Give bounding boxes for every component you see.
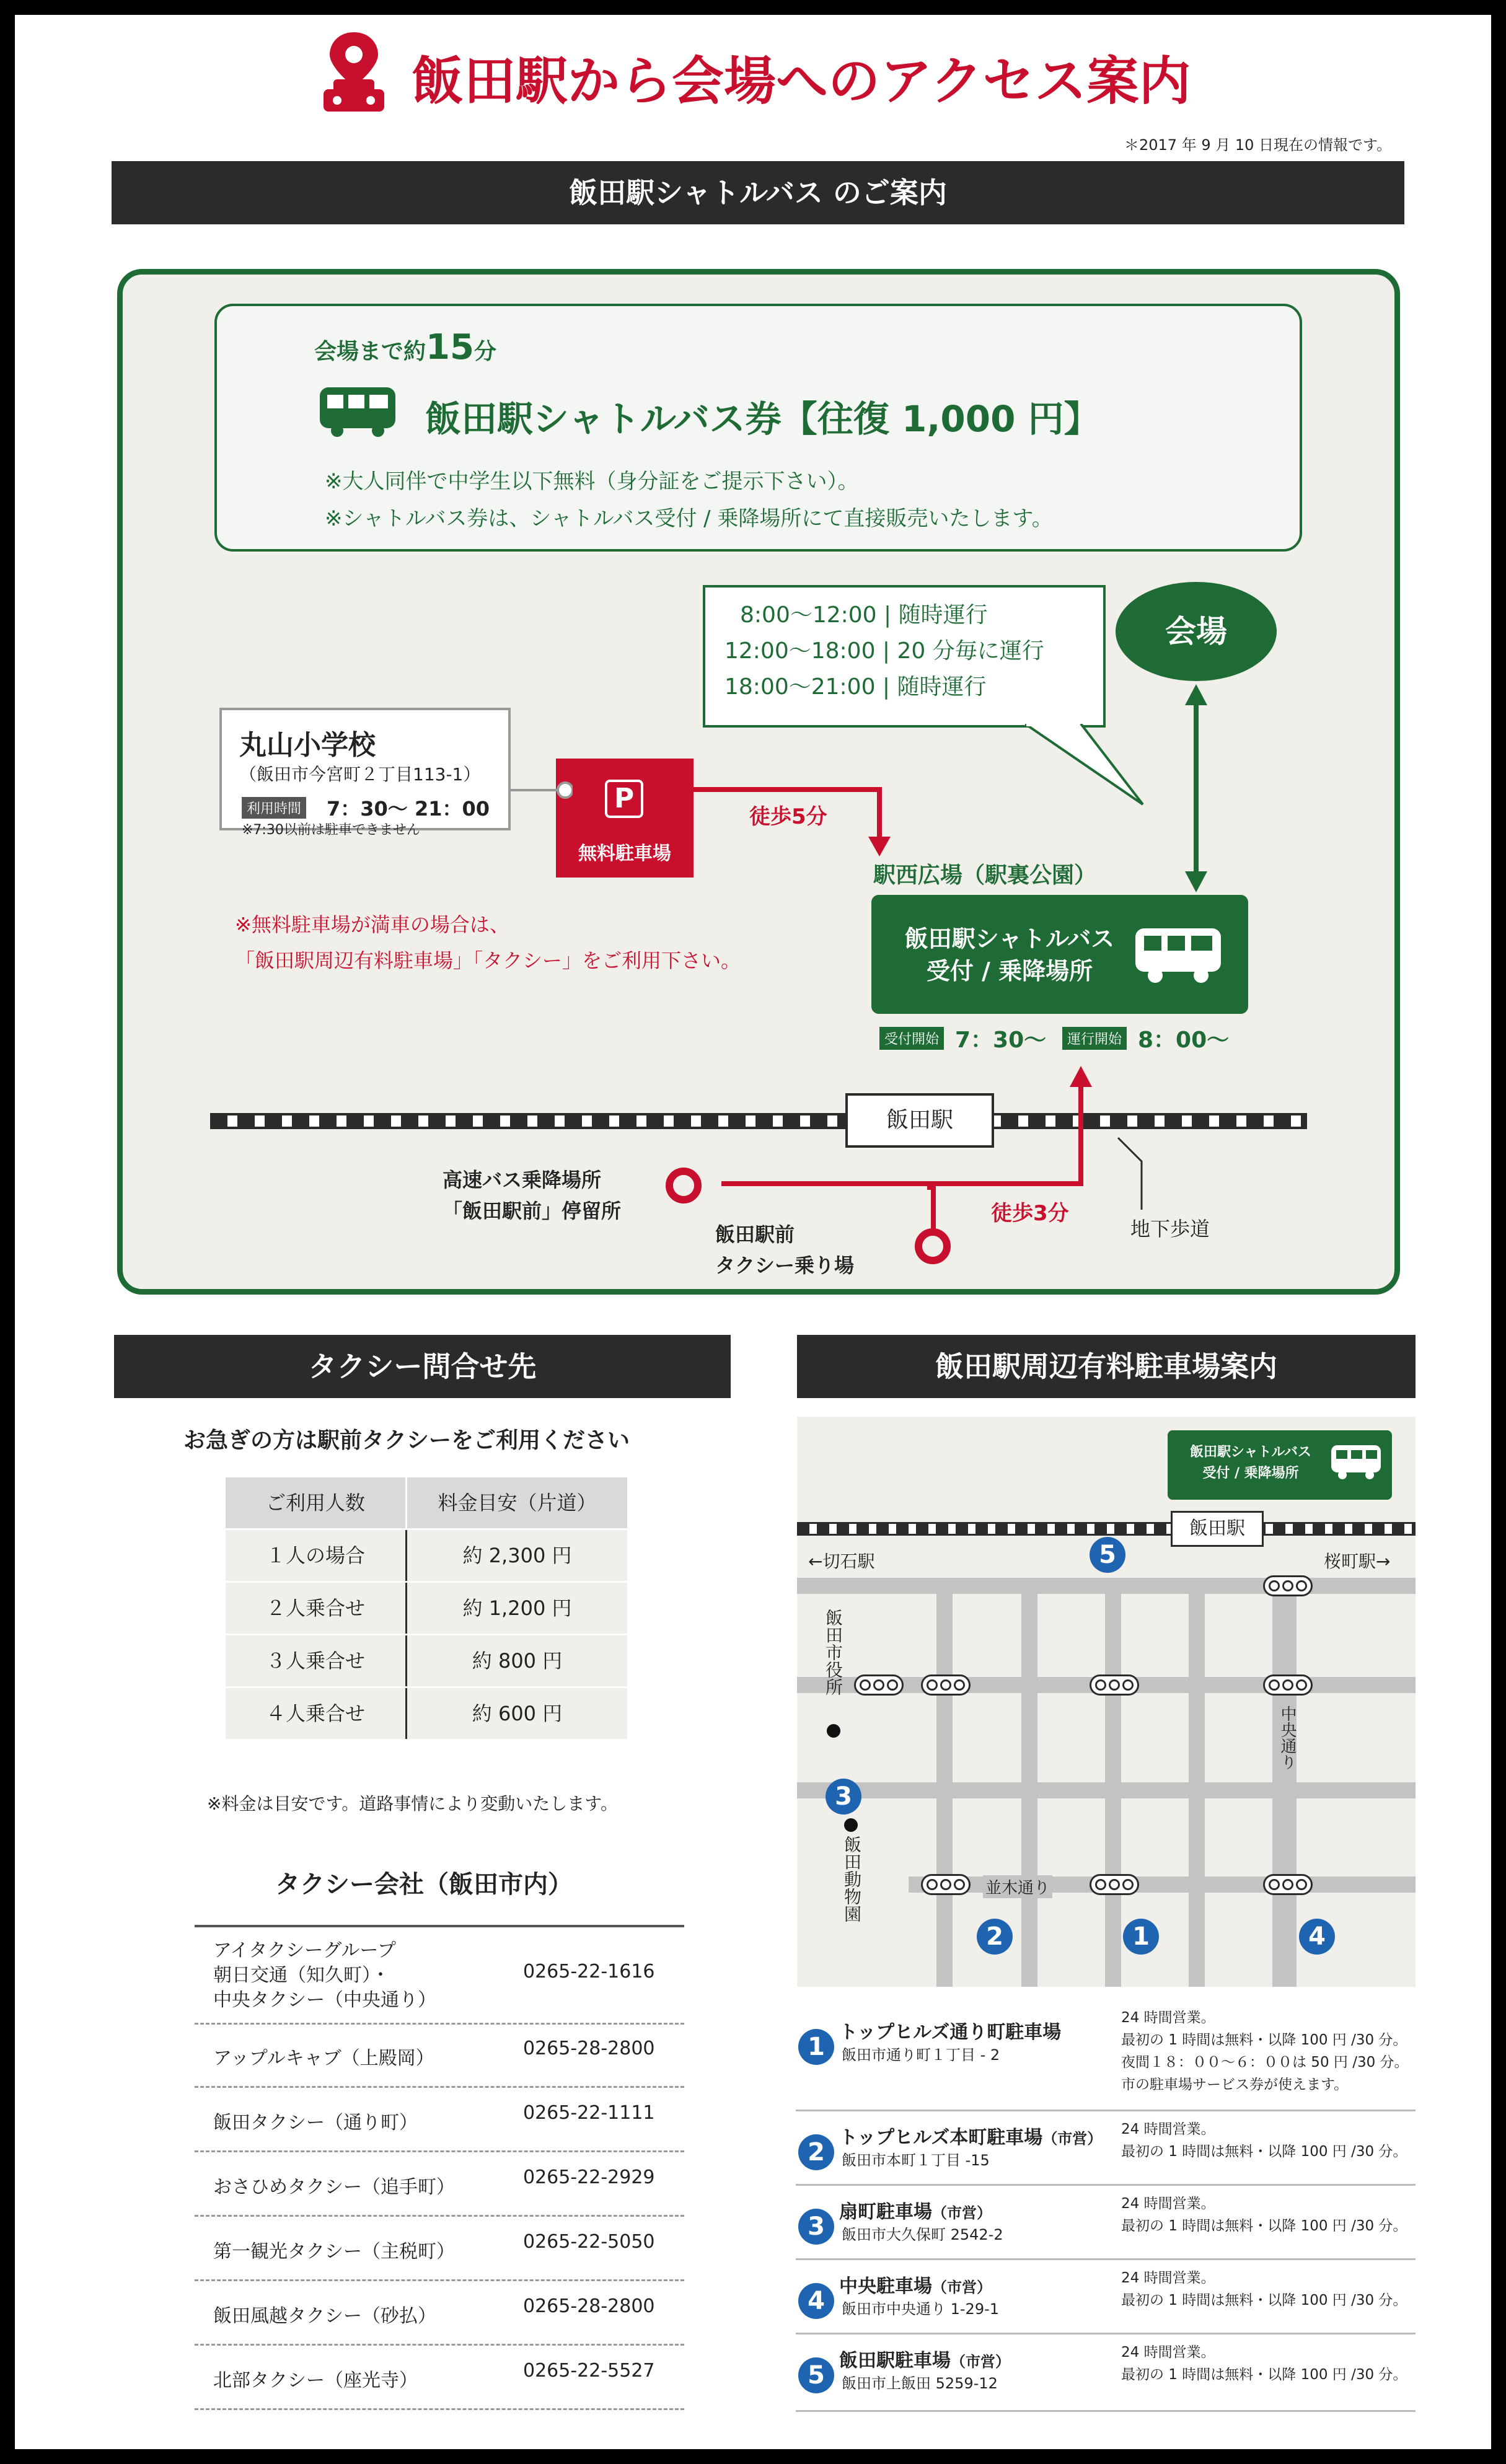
parking-lot-info-line: 最初の 1 時間は無料・以降 100 円 /30 分。	[1121, 2032, 1407, 2048]
fare-note: ※料金は目安です。道路事情により変動いたします。	[207, 1793, 618, 1814]
fare-people: ２人乗合せ	[226, 1583, 407, 1634]
school-to-parking-connector	[511, 781, 573, 799]
bus-icon	[317, 384, 398, 439]
taxi-company-phone: 0265-22-5527	[523, 2360, 655, 2382]
underpass-pointer	[1117, 1137, 1154, 1211]
fare-header-people: ご利用人数	[226, 1477, 407, 1528]
taxi-company-row	[195, 2217, 684, 2281]
operation-time: 8：00～	[1138, 1027, 1230, 1053]
plaza-label: 駅西広場（駅裏公園）	[873, 863, 1097, 888]
taxi-company-row	[195, 2088, 684, 2152]
venue-badge: 会場	[1116, 582, 1277, 681]
fare-row	[226, 1581, 627, 1634]
reception-tag: 受付開始	[879, 1027, 944, 1050]
taxi-company-row	[195, 2153, 684, 2217]
fare-rows	[226, 1528, 627, 1739]
zoo-marker	[844, 1818, 858, 1832]
bus-stop-bus-icon	[1132, 925, 1225, 987]
duration-suffix: 分	[473, 339, 496, 364]
map-chuo-label: 中央通り	[1278, 1705, 1297, 1770]
fare-price: 約 2,300 円	[462, 1544, 572, 1567]
taxi-company-name: 朝日交通（知久町）・	[213, 1965, 390, 1986]
duration-prefix: 会場まで約	[314, 339, 426, 364]
parking-lot-row	[796, 2187, 1416, 2260]
parking-lot-name-text: 飯田駅駐車場	[839, 2350, 951, 2372]
taxi-stand-marker	[915, 1228, 951, 1264]
parking-lot-address: 飯田市大久保町 2542-2	[842, 2226, 1003, 2243]
hours-note: ※7:30以前は駐車できません	[242, 822, 420, 838]
road-v2	[1021, 1578, 1037, 1987]
parking-p-icon: P	[605, 780, 643, 818]
map-bus-icon	[1329, 1443, 1383, 1484]
info-date-note: ＊2017 年 9 月 10 日現在の情報です。	[1124, 136, 1392, 154]
taxi-company-name: 第一観光タクシー（主税町）	[213, 2241, 455, 2263]
traffic-signal	[1090, 1874, 1139, 1895]
parking-lot-name-text: トップヒルズ本町駐車場	[839, 2127, 1043, 2149]
schedule-row-2: 12:00～18:00 | 20 分毎に運行	[724, 638, 1044, 664]
underpass-label: 地下歩道	[1130, 1217, 1210, 1241]
location-car-icon	[320, 30, 388, 117]
parking-lot-operator-tag: （市営）	[1042, 2130, 1103, 2147]
walk5-label: 徒歩5分	[749, 804, 827, 829]
bus-stop-line-1: 飯田駅シャトルバス	[904, 925, 1115, 953]
taxi-company-row	[195, 2024, 684, 2088]
highway-bus-label-2: 「飯田駅前」停留所	[443, 1199, 622, 1223]
school-name: 丸山小学校	[239, 729, 376, 761]
map-city-hall-label: 飯田市役所	[823, 1609, 843, 1696]
parking-lot-address: 飯田市通り町１丁目 - 2	[842, 2046, 1000, 2064]
traffic-signal	[854, 1674, 904, 1696]
parking-lot-info-line: 24 時間営業。	[1121, 2270, 1215, 2286]
traffic-signal	[1263, 1575, 1313, 1596]
operation-tag: 運行開始	[1062, 1027, 1127, 1050]
walk3-label: 徒歩3分	[991, 1201, 1069, 1226]
road-v4	[1189, 1578, 1205, 1987]
parking-lot-info-line: 夜間１８：００～６：００は 50 円 /30 分。	[1121, 2054, 1409, 2070]
fare-row	[226, 1528, 627, 1581]
map-left-station: ←切石駅	[808, 1551, 875, 1572]
map-railway-track	[797, 1522, 1416, 1536]
map-lot-1: 1	[1123, 1919, 1159, 1955]
ticket-title: 飯田駅シャトルバス券【往復 1,000 円】	[425, 398, 1100, 440]
fare-price: 約 1,200 円	[462, 1596, 572, 1620]
hours: 7：30～ 21：00	[327, 797, 490, 821]
taxi-company-phone: 0265-22-2929	[523, 2167, 655, 2188]
parking-lot-info-line: 市の駐車場サービス券が使えます。	[1121, 2077, 1349, 2093]
parking-lot-name-text: 中央駐車場	[839, 2276, 932, 2297]
parking-lot-operator-tag: （市営）	[932, 2204, 992, 2222]
city-hall-marker	[827, 1724, 840, 1738]
map-bus-label-1: 飯田駅シャトルバス	[1189, 1445, 1312, 1460]
parking-lot-name-text: 扇町駐車場	[839, 2201, 932, 2223]
map-namiki-label: 並木通り	[983, 1875, 1052, 1898]
taxi-stand-label-2: タクシー乗り場	[715, 1254, 855, 1277]
bus-stop-line-2: 受付 / 乗降場所	[926, 957, 1093, 985]
traffic-signal	[921, 1674, 971, 1696]
traffic-signal	[921, 1874, 971, 1895]
taxi-company-row	[195, 2346, 684, 2410]
parking-lot-row	[796, 2336, 1416, 2412]
ticket-note-2: ※シャトルバス券は、シャトルバス受付 / 乗降場所にて直接販売いたします。	[325, 506, 1053, 531]
taxi-company-name: 飯田風越タクシー（砂払）	[213, 2305, 436, 2327]
traffic-signal	[1263, 1874, 1313, 1895]
taxi-company-row	[195, 1930, 684, 2025]
full-note-1: ※無料駐車場が満車の場合は、	[235, 913, 509, 936]
shuttle-section-bar: 飯田駅シャトルバス のご案内	[112, 161, 1404, 224]
parking-lot-name	[839, 2196, 992, 2224]
parking-lot-name-text: トップヒルズ通り町駐車場	[839, 2022, 1062, 2043]
fare-row	[226, 1686, 627, 1739]
taxi-company-name: 中央タクシー（中央通り）	[213, 1989, 436, 2011]
parking-lot-number: 5	[798, 2357, 834, 2393]
taxi-company-phone: 0265-22-5050	[523, 2231, 655, 2253]
fare-row	[226, 1634, 627, 1686]
taxi-company-name: おさひめタクシー（追手町）	[213, 2176, 455, 2198]
parking-lot-info-line: 24 時間営業。	[1121, 2344, 1215, 2361]
parking-lot-operator-tag: （市営）	[932, 2279, 992, 2296]
schedule-row-1: 8:00～12:00 | 随時運行	[740, 602, 988, 628]
parking-lot-number: 2	[798, 2134, 834, 2170]
parking-lot-info-line: 最初の 1 時間は無料・以降 100 円 /30 分。	[1121, 2367, 1407, 2383]
taxi-company-phone: 0265-22-1616	[523, 1961, 655, 1982]
schedule-row-3: 18:00～21:00 | 随時運行	[724, 674, 987, 700]
taxi-company-name: 北部タクシー（座光寺）	[213, 2370, 418, 2391]
taxi-company-row	[195, 2282, 684, 2346]
parking-lot-info-line: 24 時間営業。	[1121, 2121, 1215, 2137]
parking-lot-address: 飯田市上飯田 5259-12	[842, 2375, 998, 2392]
parking-lot-info-line: 24 時間営業。	[1121, 2010, 1215, 2026]
parking-lot-info-line: 最初の 1 時間は無料・以降 100 円 /30 分。	[1121, 2144, 1407, 2160]
taxi-company-phone: 0265-22-1111	[523, 2102, 655, 2124]
station-label: 飯田駅	[845, 1093, 994, 1148]
parking-lot-row	[796, 2113, 1416, 2186]
parking-lot-name	[839, 2271, 992, 2298]
parking-lot-number: 4	[798, 2283, 834, 2319]
map-right-station: 桜町駅→	[1324, 1551, 1391, 1572]
parking-lot-name	[839, 2017, 1061, 2044]
parking-lot-info-line: 24 時間営業。	[1121, 2196, 1215, 2212]
taxi-connector	[928, 1186, 938, 1230]
venue-arrow	[1178, 684, 1215, 895]
fare-header-price: 料金目安（片道）	[438, 1491, 597, 1515]
taxi-stand-label-1: 飯田駅前	[715, 1223, 795, 1246]
walk3-arrow	[721, 1066, 1118, 1190]
parking-map	[797, 1417, 1416, 1987]
taxi-company-phone: 0265-28-2800	[523, 2295, 655, 2317]
map-lot-4: 4	[1299, 1919, 1335, 1955]
fare-price: 約 800 円	[472, 1649, 563, 1673]
taxi-company-title: タクシー会社（飯田市内）	[275, 1870, 573, 1899]
map-lot-5: 5	[1090, 1537, 1125, 1573]
parking-lot-name	[839, 2122, 1102, 2149]
parking-lot-address: 飯田市中央通り 1-29-1	[842, 2300, 1000, 2318]
parking-lot-info-line: 最初の 1 時間は無料・以降 100 円 /30 分。	[1121, 2292, 1407, 2308]
map-zoo-label: 飯田動物園	[842, 1836, 862, 1922]
taxi-company-name: 飯田タクシー（通り町）	[213, 2112, 418, 2134]
free-parking-label: 無料駐車場	[578, 843, 671, 865]
road-v6	[1280, 1578, 1297, 1987]
parking-lot-name	[839, 2345, 1010, 2372]
highway-bus-marker	[666, 1168, 702, 1203]
highway-bus-label-1: 高速バス乗降場所	[443, 1168, 602, 1192]
taxi-company-phone: 0265-28-2800	[523, 2038, 655, 2059]
page-title: 飯田駅から会場へのアクセス案内	[412, 51, 1191, 112]
traffic-signal	[1263, 1674, 1313, 1696]
parking-section-bar: 飯田駅周辺有料駐車場案内	[797, 1335, 1416, 1398]
parking-lot-number: 1	[798, 2029, 834, 2065]
map-bus-label-2: 受付 / 乗降場所	[1202, 1466, 1299, 1481]
fare-people: １人の場合	[226, 1530, 407, 1581]
taxi-company-name: アイタクシーグループ	[213, 1940, 396, 1961]
taxi-section-bar: タクシー問合せ先	[114, 1335, 731, 1398]
school-address: （飯田市今宮町２丁目113-1）	[239, 764, 481, 785]
parking-lot-info-line: 最初の 1 時間は無料・以降 100 円 /30 分。	[1121, 2218, 1407, 2234]
hours-tag: 利用時間	[242, 797, 306, 819]
duration-text	[314, 327, 496, 367]
ticket-note-1: ※大人同伴で中学生以下無料（身分証をご提示下さい）。	[325, 469, 859, 494]
taxi-company-list-top-border	[195, 1925, 684, 1927]
page	[15, 15, 1491, 2449]
parking-lot-row	[796, 2261, 1416, 2334]
duration-number: 15	[426, 327, 474, 367]
parking-lot-row	[796, 2001, 1416, 2111]
full-note-2: 「飯田駅周辺有料駐車場」「タクシー」をご利用下さい。	[235, 949, 741, 972]
fare-table	[226, 1477, 627, 1739]
reception-time: 7：30～	[955, 1027, 1047, 1053]
parking-lot-address: 飯田市本町１丁目 -15	[842, 2152, 990, 2169]
road-v1	[936, 1578, 953, 1987]
road-v3	[1105, 1578, 1121, 1987]
taxi-lead: お急ぎの方は駅前タクシーをご利用ください	[183, 1428, 630, 1453]
fare-people: ３人乗合せ	[226, 1635, 407, 1686]
traffic-signal	[1090, 1674, 1139, 1696]
schedule-callout-tail	[1025, 724, 1149, 811]
fare-people: ４人乗合せ	[226, 1688, 407, 1739]
map-lot-3: 3	[826, 1779, 861, 1815]
map-lot-2: 2	[977, 1919, 1013, 1955]
map-station-label: 飯田駅	[1171, 1511, 1264, 1547]
taxi-company-name: アップルキャブ（上殿岡）	[213, 2048, 434, 2069]
parking-lot-operator-tag: （市営）	[951, 2353, 1010, 2370]
fare-price: 約 600 円	[472, 1702, 563, 1725]
parking-lot-number: 3	[798, 2209, 834, 2245]
